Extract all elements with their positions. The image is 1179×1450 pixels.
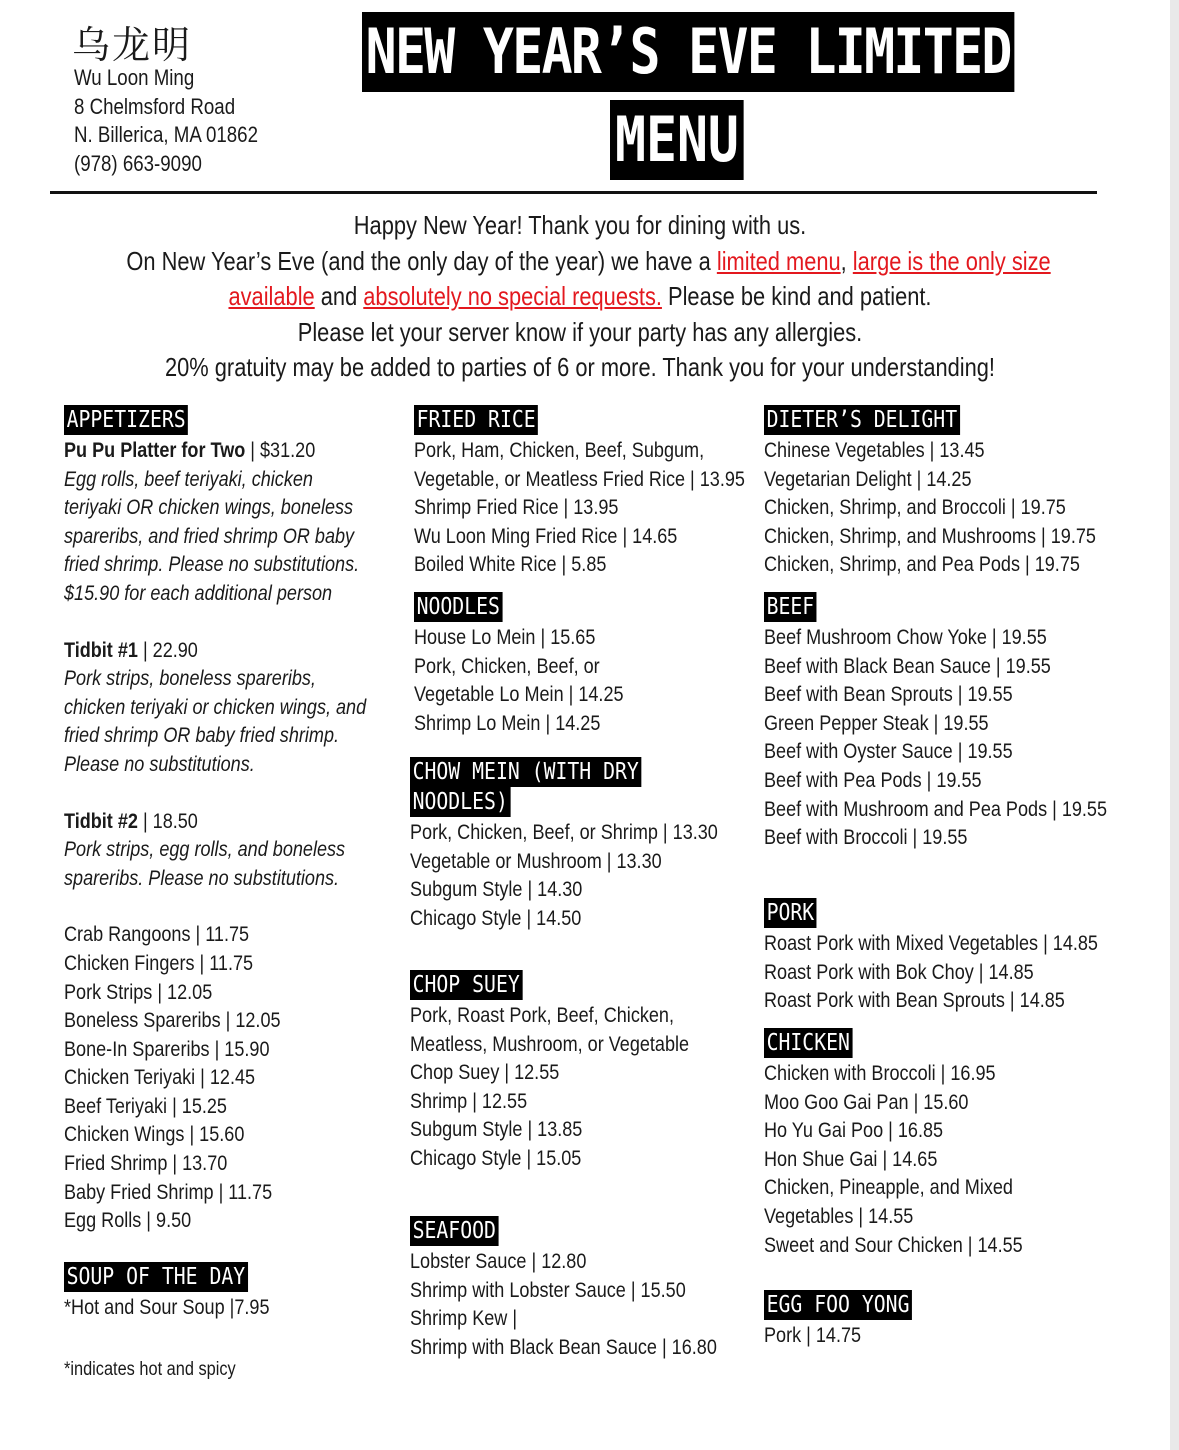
no-special-requests-notice: absolutely no special requests. bbox=[363, 281, 662, 311]
menu-item: Subgum Style | 14.30 bbox=[410, 878, 583, 902]
item-description: fried shrimp. Please no substitutions. bbox=[64, 553, 360, 577]
menu-item: Roast Pork with Mixed Vegetables | 14.85 bbox=[764, 932, 1098, 955]
menu-item: House Lo Mein | 15.65 bbox=[414, 626, 596, 649]
section-heading: PORK bbox=[764, 898, 817, 928]
item-description: Please no substitutions. bbox=[64, 752, 255, 776]
menu-item: Vegetables | 14.55 bbox=[764, 1204, 914, 1228]
section-heading: APPETIZERS bbox=[64, 405, 188, 435]
item-description: Pork strips, egg rolls, and boneless bbox=[64, 838, 346, 862]
item-price: | 22.90 bbox=[137, 638, 198, 662]
menu-item: Shrimp Kew | bbox=[410, 1307, 518, 1331]
section-heading: EGG FOO YONG bbox=[764, 1290, 912, 1320]
menu-item: Chicken, Shrimp, and Pea Pods | 19.75 bbox=[764, 553, 1080, 577]
menu-item: Chicken, Shrimp, and Broccoli | 19.75 bbox=[764, 496, 1066, 520]
menu-item: Pork Strips | 12.05 bbox=[64, 980, 213, 1004]
pork-section bbox=[764, 898, 1164, 1016]
dieters-delight-section bbox=[764, 405, 1164, 580]
intro-text: , bbox=[840, 245, 853, 276]
menu-item: Pork, Ham, Chicken, Beef, Subgum, bbox=[414, 439, 705, 462]
intro-line-5: 20% gratuity may be added to parties of 6 or more. Thank you for your understanding! bbox=[165, 352, 995, 382]
address-line-2: N. Billerica, MA 01862 bbox=[74, 122, 258, 147]
available-notice: available bbox=[228, 281, 315, 311]
menu-item: Boiled White Rice | 5.85 bbox=[414, 553, 607, 577]
menu-title bbox=[362, 12, 1014, 176]
section-heading: SEAFOOD bbox=[410, 1216, 499, 1246]
item-price: | 18.50 bbox=[137, 809, 198, 833]
intro-text: and bbox=[314, 281, 364, 311]
menu-item: Beef with Pea Pods | 19.55 bbox=[764, 768, 982, 792]
menu-item: Vegetable, or Meatless Fried Rice | 13.95 bbox=[414, 467, 745, 491]
menu-item: Moo Goo Gai Pan | 15.60 bbox=[764, 1090, 969, 1114]
menu-item: Beef with Mushroom and Pea Pods | 19.55 bbox=[764, 797, 1108, 821]
menu-item: Chicken Wings | 15.60 bbox=[64, 1123, 245, 1147]
menu-item: Shrimp with Lobster Sauce | 15.50 bbox=[410, 1278, 686, 1302]
restaurant-name: Wu Loon Ming bbox=[74, 65, 195, 90]
large-size-notice: large is the only size bbox=[852, 245, 1051, 276]
restaurant-chinese-name: 乌龙明 bbox=[72, 23, 193, 67]
section-heading: DIETER’S DELIGHT bbox=[764, 405, 960, 435]
egg-foo-yong-section bbox=[764, 1290, 1164, 1351]
menu-item: Chicago Style | 15.05 bbox=[410, 1146, 582, 1170]
menu-item: Hon Shue Gai | 14.65 bbox=[764, 1147, 938, 1171]
chicken-section bbox=[764, 1028, 1164, 1260]
menu-item: Vegetable Lo Mein | 14.25 bbox=[414, 683, 624, 707]
menu-item: Fried Shrimp | 13.70 bbox=[64, 1152, 228, 1176]
intro-line-4: Please let your server know if your party has any allergies. bbox=[297, 316, 863, 347]
menu-item: Chinese Vegetables | 13.45 bbox=[764, 439, 985, 462]
item-description: teriyaki OR chicken wings, boneless bbox=[64, 496, 354, 520]
section-heading: FRIED RICE bbox=[414, 405, 538, 435]
address-line-1: 8 Chelmsford Road bbox=[74, 93, 236, 119]
intro-line-3 bbox=[126, 279, 1033, 315]
menu-item: Beef Mushroom Chow Yoke | 19.55 bbox=[764, 626, 1047, 649]
menu-item: Vegetable or Mushroom | 13.30 bbox=[410, 849, 662, 873]
title-line-1: NEW YEAR’S EVE LIMITED bbox=[362, 12, 1014, 92]
menu-item: Pork | 14.75 bbox=[764, 1324, 862, 1347]
chow-mein-section bbox=[410, 757, 750, 933]
menu-item: Pork, Chicken, Beef, or bbox=[414, 654, 600, 678]
section-heading: BEEF bbox=[764, 592, 817, 622]
fried-rice-section bbox=[414, 405, 759, 580]
menu-item: Lobster Sauce | 12.80 bbox=[410, 1250, 587, 1273]
soup-section bbox=[64, 1262, 394, 1323]
menu-item: Beef with Broccoli | 19.55 bbox=[764, 826, 968, 850]
menu-item: Chicken, Shrimp, and Mushrooms | 19.75 bbox=[764, 524, 1096, 548]
section-heading: NOODLES) bbox=[410, 787, 510, 817]
intro-line-1: Happy New Year! Thank you for dining with us. bbox=[353, 210, 807, 240]
item-description: chicken teriyaki or chicken wings, and bbox=[64, 695, 367, 719]
phone-number: (978) 663-9090 bbox=[74, 150, 202, 176]
section-heading: SOUP OF THE DAY bbox=[64, 1262, 248, 1292]
menu-item: Chicken, Pineapple, and Mixed bbox=[764, 1176, 1013, 1200]
appetizers-section bbox=[64, 405, 394, 1236]
item-description: spareribs. Please no substitutions. bbox=[64, 866, 340, 890]
menu-item: Chicken with Broccoli | 16.95 bbox=[764, 1062, 996, 1085]
menu-item: *Hot and Sour Soup |7.95 bbox=[64, 1296, 270, 1319]
menu-item: Shrimp Lo Mein | 14.25 bbox=[414, 711, 601, 735]
menu-item: Subgum Style | 13.85 bbox=[410, 1118, 583, 1142]
section-heading: CHOP SUEY bbox=[410, 970, 522, 1000]
intro-text: On New Year’s Eve (and the only day of the year) we have a bbox=[126, 245, 717, 276]
item-description: Egg rolls, beef teriyaki, chicken bbox=[64, 467, 313, 491]
menu-item bbox=[64, 808, 348, 837]
intro-line-2 bbox=[126, 244, 1051, 280]
menu-item: Pork, Chicken, Beef, or Shrimp | 13.30 bbox=[410, 821, 718, 844]
menu-item: Wu Loon Ming Fried Rice | 14.65 bbox=[414, 524, 678, 548]
item-name: Tidbit #2 bbox=[64, 809, 138, 833]
menu-item: Baby Fried Shrimp | 11.75 bbox=[64, 1180, 273, 1204]
menu-item: Beef with Bean Sprouts | 19.55 bbox=[764, 683, 1013, 707]
menu-item: Boneless Spareribs | 12.05 bbox=[64, 1009, 281, 1033]
menu-item: Roast Pork with Bean Sprouts | 14.85 bbox=[764, 989, 1065, 1013]
header-divider bbox=[50, 191, 1097, 194]
menu-item bbox=[64, 637, 348, 666]
intro-text: Please be kind and patient. bbox=[661, 281, 932, 311]
item-description: fried shrimp OR baby fried shrimp. bbox=[64, 724, 340, 748]
noodles-section bbox=[414, 592, 744, 738]
menu-item: Roast Pork with Bok Choy | 14.85 bbox=[764, 960, 1034, 984]
item-price: | $31.20 bbox=[245, 439, 316, 462]
page-edge bbox=[1170, 0, 1179, 1450]
menu-item: Vegetarian Delight | 14.25 bbox=[764, 467, 972, 491]
menu-item: Chop Suey | 12.55 bbox=[410, 1061, 560, 1085]
menu-item bbox=[64, 437, 348, 466]
beef-section bbox=[764, 592, 1164, 853]
menu-item: Shrimp with Black Bean Sauce | 16.80 bbox=[410, 1335, 717, 1359]
footnote: *indicates hot and spicy bbox=[64, 1359, 236, 1380]
section-heading: CHICKEN bbox=[764, 1028, 853, 1058]
item-name: Tidbit #1 bbox=[64, 638, 138, 662]
item-description: Pork strips, boneless spareribs, bbox=[64, 667, 316, 691]
chop-suey-section bbox=[410, 970, 750, 1174]
menu-item: Crab Rangoons | 11.75 bbox=[64, 923, 250, 947]
menu-item: Green Pepper Steak | 19.55 bbox=[764, 711, 989, 735]
item-description: $15.90 for each additional person bbox=[64, 581, 333, 605]
spicy-note bbox=[64, 1356, 264, 1385]
menu-item: Shrimp Fried Rice | 13.95 bbox=[414, 496, 619, 520]
menu-item: Ho Yu Gai Poo | 16.85 bbox=[764, 1119, 944, 1143]
item-name: Pu Pu Platter for Two bbox=[64, 439, 246, 462]
section-heading: CHOW MEIN (WITH DRY bbox=[410, 757, 641, 787]
menu-item: Beef with Oyster Sauce | 19.55 bbox=[764, 740, 1013, 764]
restaurant-address-block bbox=[74, 64, 258, 178]
menu-item: Bone-In Spareribs | 15.90 bbox=[64, 1037, 270, 1061]
limited-menu-notice: limited menu bbox=[716, 245, 841, 276]
title-line-2: MENU bbox=[610, 100, 744, 180]
menu-item: Beef Teriyaki | 15.25 bbox=[64, 1094, 227, 1118]
menu-item: Chicken Teriyaki | 12.45 bbox=[64, 1066, 256, 1090]
menu-item: Chicago Style | 14.50 bbox=[410, 906, 582, 930]
menu-item: Beef with Black Bean Sauce | 19.55 bbox=[764, 654, 1051, 678]
intro-message bbox=[40, 208, 1120, 386]
menu-item: Sweet and Sour Chicken | 14.55 bbox=[764, 1233, 1023, 1257]
menu-item: Pork, Roast Pork, Beef, Chicken, bbox=[410, 1004, 674, 1027]
section-heading: NOODLES bbox=[414, 592, 503, 622]
item-description: spareribs, and fried shrimp OR baby bbox=[64, 524, 355, 548]
menu-item: Shrimp | 12.55 bbox=[410, 1089, 528, 1113]
menu-item: Chicken Fingers | 11.75 bbox=[64, 951, 254, 975]
seafood-section bbox=[410, 1216, 750, 1362]
menu-item: Egg Rolls | 9.50 bbox=[64, 1209, 192, 1233]
menu-item: Meatless, Mushroom, or Vegetable bbox=[410, 1032, 690, 1056]
